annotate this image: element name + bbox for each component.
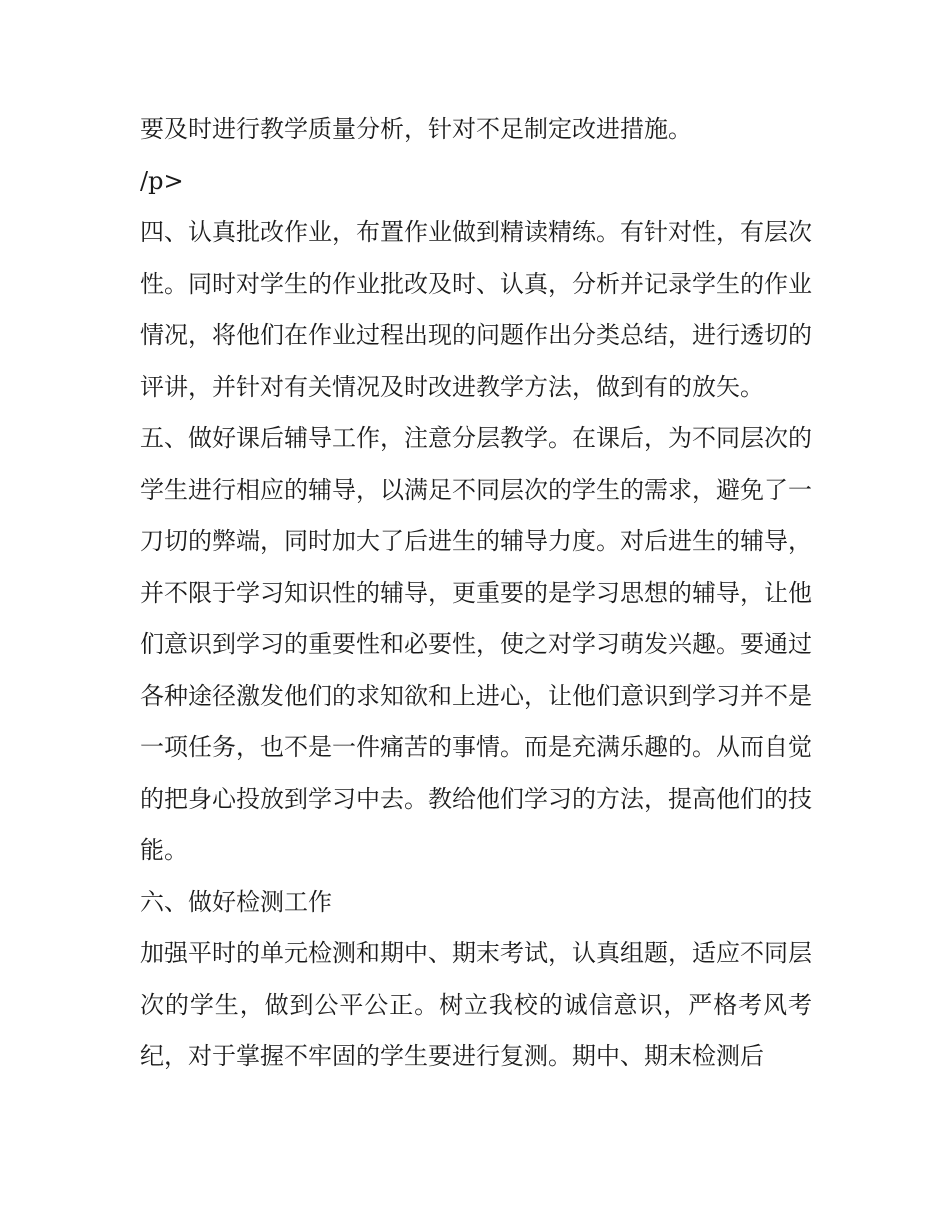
document-body	[140, 104, 812, 1083]
paragraph-tutoring: 五、做好课后辅导工作，注意分层教学。在课后，为不同层次的学生进行相应的辅导，以满足不同层次的学生的需求，避免了一刀切的弊端，同时加大了后进生的辅导力度。对后进生的辅导，并不限于学习知识性的辅导，更重要的是学习思想的辅导，让他们意识到学习的重要性和必要性，使之对学习萌发兴趣。要通过各种途径激发他们的求知欲和上进心，让他们意识到学习并不是一项任务，也不是一件痛苦的事情。而是充满乐趣的。从而自觉的把身心投放到学习中去。教给他们学习的方法，提高他们的技能。	[140, 424, 812, 864]
section-heading-testing: 六、做好检测工作	[140, 887, 332, 916]
paragraph-stray-tag: /p>	[140, 166, 184, 195]
paragraph-testing: 加强平时的单元检测和期中、期末考试，认真组题，适应不同层次的学生，做到公平公正。树立我校的诚信意识，严格考风考纪，对于掌握不牢固的学生要进行复测。期中、期末检测后	[140, 939, 812, 1070]
paragraph-quality-analysis: 要及时进行教学质量分析，针对不足制定改进措施。	[140, 115, 692, 143]
paragraph-homework: 四、认真批改作业，布置作业做到精读精练。有针对性，有层次性。同时对学生的作业批改及时、认真，分析并记录学生的作业情况，将他们在作业过程出现的问题作出分类总结，进行透切的评讲，并针对有关情况及时改进教学方法，做到有的放矢。	[140, 218, 812, 401]
